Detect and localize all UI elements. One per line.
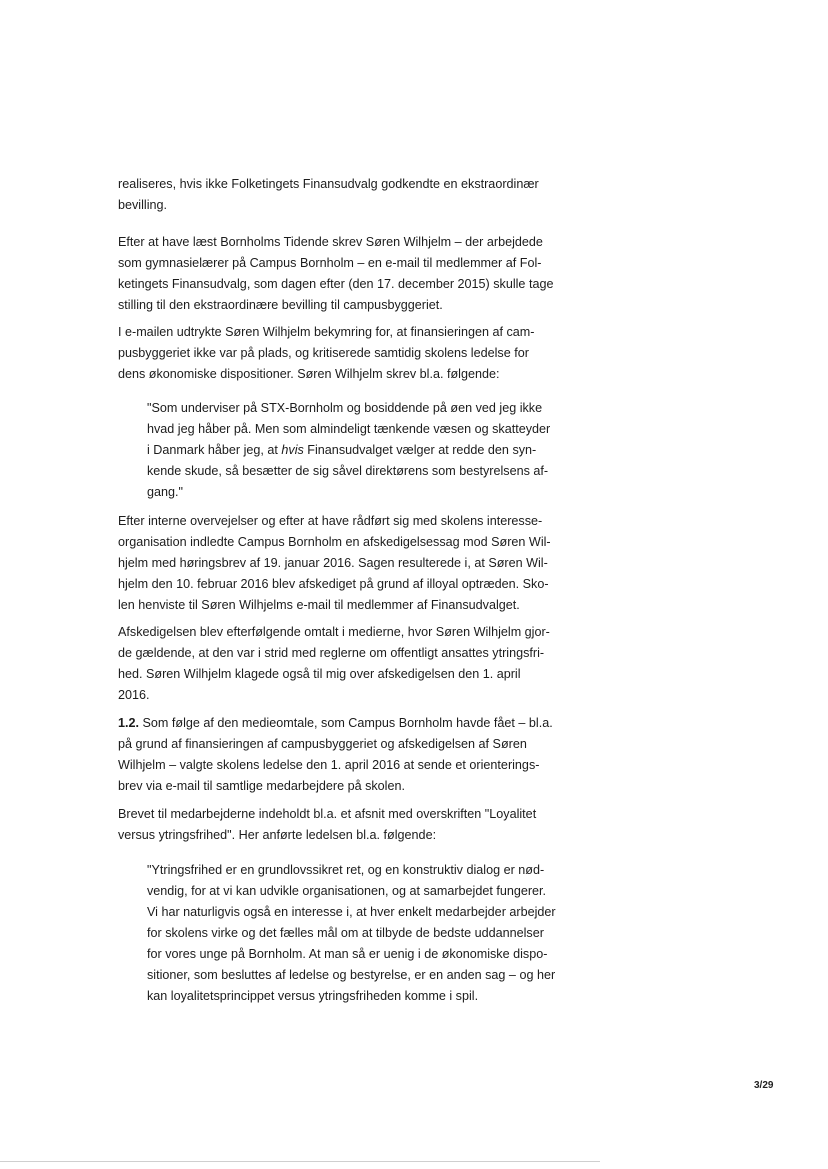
text-line: "Som underviser på STX-Bornholm og bosiddende på øen ved jeg ikke bbox=[147, 401, 543, 415]
text-line: for skolens virke og det fælles mål om at tilbyde de bedste uddannelser bbox=[147, 926, 544, 940]
section-number: 1.2. bbox=[118, 716, 140, 730]
text-line: 2016. bbox=[118, 688, 150, 702]
text-line: realiseres, hvis ikke Folketingets Finansudvalg godkendte en ekstraordinær bbox=[118, 177, 539, 191]
text-line: sitioner, som besluttes af ledelse og bestyrelse, er en anden sag – og her bbox=[147, 968, 556, 982]
text-line: Wilhjelm – valgte skolens ledelse den 1. april 2016 at sende et orienterings- bbox=[118, 758, 540, 772]
text-segment: Som følge af den medieomtale, som Campus Bornholm havde fået – bl.a. bbox=[139, 716, 553, 730]
paragraph-3 bbox=[118, 322, 588, 385]
text-line: I e-mailen udtrykte Søren Wilhjelm bekymring for, at finansieringen af cam- bbox=[118, 325, 535, 339]
text-line: Efter interne overvejelser og efter at have rådført sig med skolens interesse- bbox=[118, 514, 543, 528]
paragraph-4 bbox=[118, 511, 588, 616]
text-line: pusbyggeriet ikke var på plads, og kritiserede samtidig skolens ledelse for bbox=[118, 346, 529, 360]
text-line: "Ytringsfrihed er en grundlovssikret ret, og en konstruktiv dialog er nød- bbox=[147, 863, 545, 877]
text-line: hvad jeg håber på. Men som almindeligt tænkende væsen og skatteyder bbox=[147, 422, 551, 436]
quote-block-1 bbox=[147, 398, 588, 503]
text-line: versus ytringsfrihed". Her anførte ledelsen bl.a. følgende: bbox=[118, 828, 437, 842]
text-line: ketingets Finansudvalg, som dagen efter (den 17. december 2015) skulle tage bbox=[118, 277, 554, 291]
text-line: hjelm den 10. februar 2016 blev afskediget på grund af illoyal optræden. Sko- bbox=[118, 577, 549, 591]
text-line: organisation indledte Campus Bornholm en afskedigelsessag mod Søren Wil- bbox=[118, 535, 551, 549]
text-line: len henviste til Søren Wilhjelms e-mail til medlemmer af Finansudvalget. bbox=[118, 598, 520, 612]
text-line: de gældende, at den var i strid med reglerne om offentligt ansattes ytringsfri- bbox=[118, 646, 545, 660]
text-line: hed. Søren Wilhjelm klagede også til mig over afskedigelsen den 1. april bbox=[118, 667, 521, 681]
text-line: vendig, for at vi kan udvikle organisationen, og at samarbejdet fungerer. bbox=[147, 884, 547, 898]
text-line: Afskedigelsen blev efterfølgende omtalt i medierne, hvor Søren Wilhjelm gjor- bbox=[118, 625, 550, 639]
text-line: for vores unge på Bornholm. At man så er uenig i de økonomiske dispo- bbox=[147, 947, 548, 961]
paragraph-5 bbox=[118, 622, 588, 706]
text-segment: Finansudvalget vælger at redde den syn- bbox=[303, 443, 537, 457]
text-line: Efter at have læst Bornholms Tidende skrev Søren Wilhjelm – der arbejdede bbox=[118, 235, 543, 249]
page-number: 3/29 bbox=[754, 1080, 774, 1091]
text-segment: kende skude, så be bbox=[147, 464, 257, 478]
text-line bbox=[147, 440, 588, 461]
text-segment: sætter de sig såvel direktørens som bestyrelsens af- bbox=[256, 464, 549, 478]
section-1-2-paragraph bbox=[118, 713, 588, 797]
text-line: på grund af finansieringen af campusbyggeriet og afskedigelsen af Søren bbox=[118, 737, 527, 751]
text-line: stilling til den ekstraordinære bevilling til campusbyggeriet. bbox=[118, 298, 443, 312]
text-line: kan loyalitetsprincippet versus ytringsfriheden komme i spil. bbox=[147, 989, 479, 1003]
footer-divider bbox=[0, 1161, 600, 1162]
quote-block-2 bbox=[147, 860, 588, 1007]
paragraph-7 bbox=[118, 804, 588, 846]
text-line: Vi har naturligvis også en interesse i, at hver enkelt medarbejder arbejder bbox=[147, 905, 556, 919]
text-line: Brevet til medarbejderne indeholdt bl.a. et afsnit med overskriften "Loyalitet bbox=[118, 807, 537, 821]
text-line: brev via e-mail til samtlige medarbejdere på skolen. bbox=[118, 779, 405, 793]
text-line: hjelm med høringsbrev af 19. januar 2016. Sagen resulterede i, at Søren Wil- bbox=[118, 556, 548, 570]
text-line: gang." bbox=[147, 485, 183, 499]
text-line: dens økonomiske dispositioner. Søren Wilhjelm skrev bl.a. følgende: bbox=[118, 367, 500, 381]
emphasis-text: hvis bbox=[281, 443, 304, 457]
text-segment: i Danmark håber jeg, at bbox=[147, 443, 282, 457]
text-line bbox=[147, 461, 588, 482]
text-line: som gymnasielærer på Campus Bornholm – en e-mail til medlemmer af Fol- bbox=[118, 256, 542, 270]
text-line bbox=[118, 713, 588, 734]
paragraph-2 bbox=[118, 232, 588, 316]
paragraph-1 bbox=[118, 174, 588, 216]
text-line: bevilling. bbox=[118, 198, 168, 212]
